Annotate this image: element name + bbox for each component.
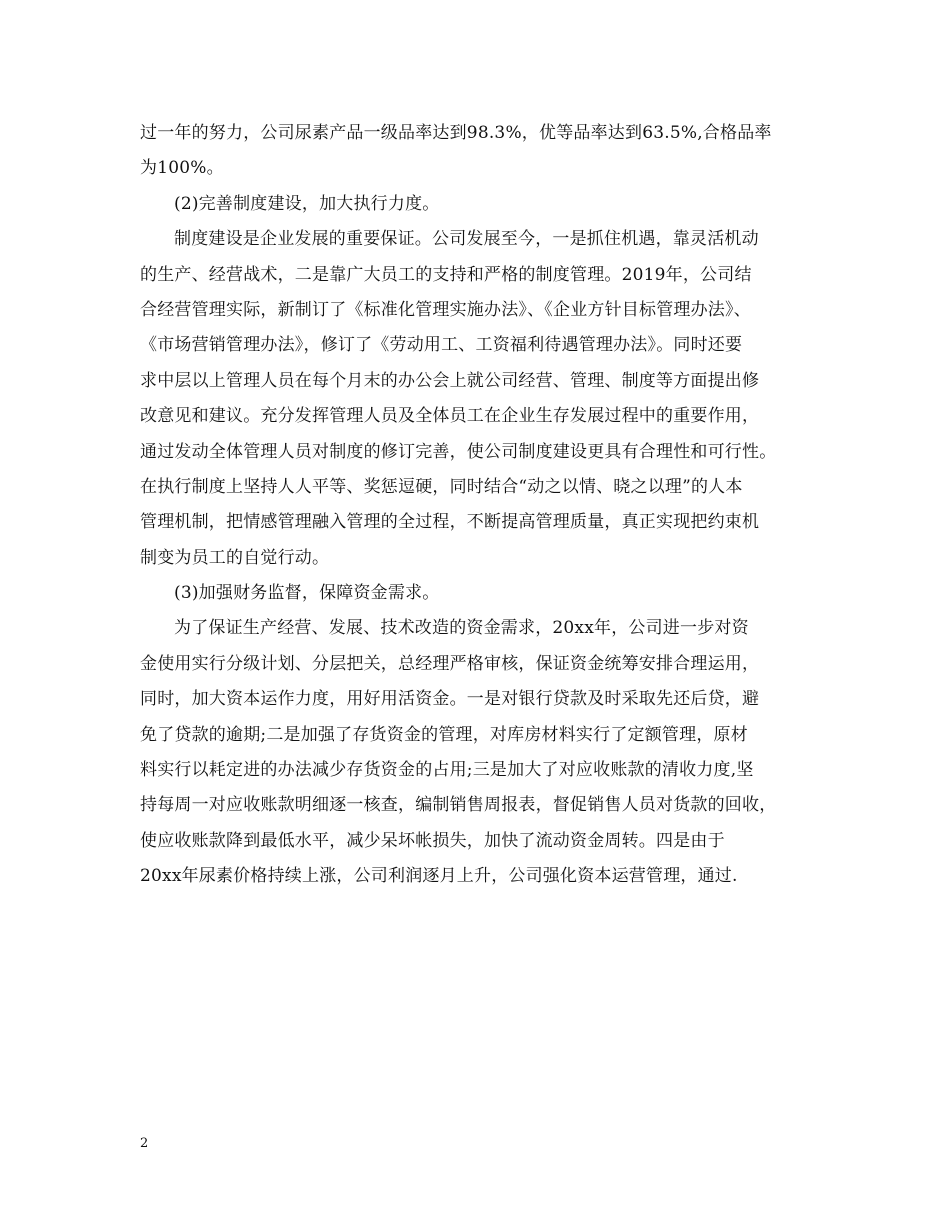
text-line: 合经营管理实际，新制订了《标准化管理实施办法》、《企业方针目标管理办法》、	[140, 299, 751, 320]
section-heading: (2)完善制度建设，加大执行力度。	[174, 193, 440, 214]
text-line: 《市场营销管理办法》，修订了《劳动用工、工资福利待遇管理办法》。同时还要	[140, 335, 743, 356]
text-line: 免了贷款的逾期;二是加强了存货资金的管理，对库房材料实行了定额管理，原材	[140, 724, 748, 745]
text-line: 使应收账款降到最低水平，减少呆坏帐损失，加快了流动资金周转。四是由于	[140, 830, 725, 851]
text-line: 在执行制度上坚持人人平等、奖惩逗硬，同时结合“动之以情、晓之以理”的人本	[140, 476, 743, 497]
text-line: 通过发动全体管理人员对制度的修订完善，使公司制度建设更具有合理性和可行性。	[140, 441, 777, 462]
text-line: 20xx年尿素价格持续上涨，公司利润逐月上升，公司强化资本运营管理，通过.	[140, 866, 738, 887]
text-line: 同时，加大资本运作力度，用好用活资金。一是对银行贷款及时采取先还后贷，避	[140, 689, 760, 710]
text-line: 为100%。	[140, 158, 224, 179]
text-line: 改意见和建议。充分发挥管理人员及全体员工在企业生存发展过程中的重要作用，	[140, 406, 760, 427]
page-number: 2	[140, 1136, 149, 1151]
document-body	[140, 116, 840, 895]
text-line: 管理机制，把情感管理融入管理的全过程，不断提高管理质量，真正实现把约束机	[140, 512, 760, 533]
section-heading: (3)加强财务监督，保障资金需求。	[174, 583, 440, 604]
text-line: 求中层以上管理人员在每个月末的办公会上就公司经营、管理、制度等方面提出修	[140, 370, 760, 391]
text-line: 金使用实行分级计划、分层把关，总经理严格审核，保证资金统筹安排合理运用，	[140, 653, 760, 674]
text-line: 制度建设是企业发展的重要保证。公司发展至今，一是抓住机遇，靠灵活机动	[174, 229, 759, 250]
text-line: 过一年的努力，公司尿素产品一级品率达到98.3%，优等品率达到63.5%,合格品率	[140, 123, 772, 143]
text-line: 为了保证生产经营、发展、技术改造的资金需求，20xx年，公司进一步对资	[174, 618, 749, 639]
text-line: 料实行以耗定进的办法减少存货资金的占用;三是加大了对应收账款的清收力度,坚	[140, 760, 754, 781]
text-line: 持每周一对应收账款明细逐一核查，编制销售周报表，督促销售人员对货款的回收，	[140, 795, 777, 816]
text-line: 的生产、经营战术，二是靠广大员工的支持和严格的制度管理。2019年，公司结	[140, 264, 752, 285]
text-line: 制变为员工的自觉行动。	[140, 547, 330, 568]
